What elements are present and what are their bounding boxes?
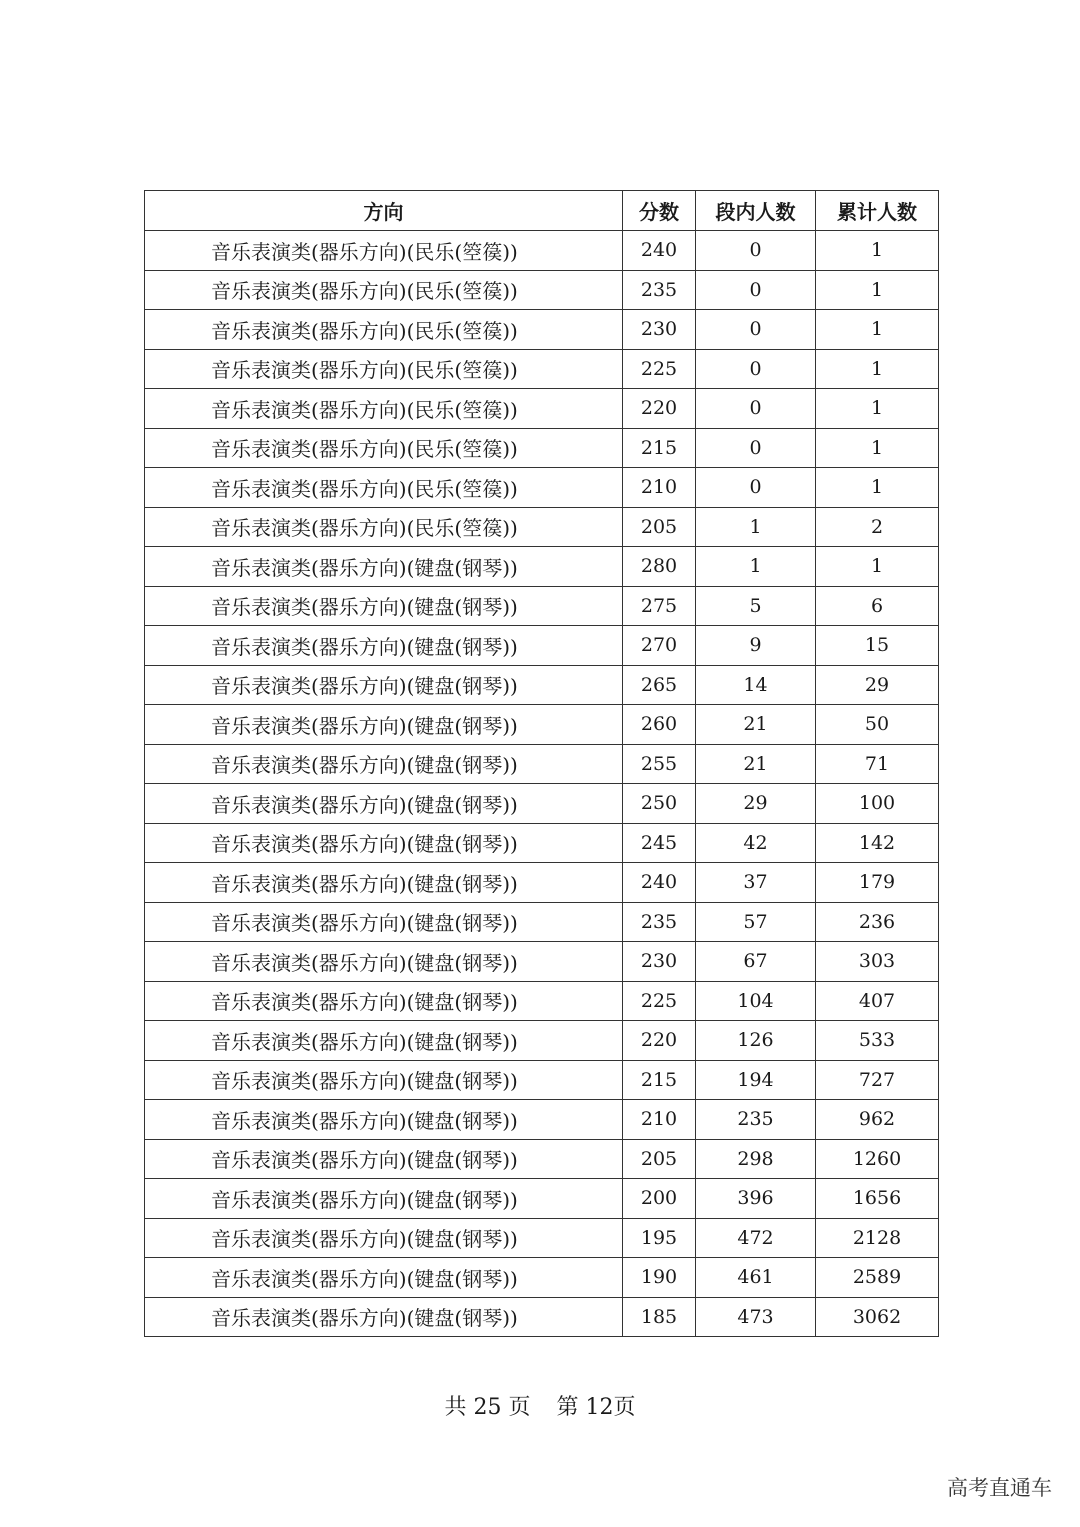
- cell-cumulative-count: 727: [816, 1060, 939, 1100]
- table-row: [145, 1139, 939, 1179]
- table-row: [145, 626, 939, 666]
- score-table: [144, 190, 939, 1337]
- table-body: [145, 231, 939, 1337]
- cell-segment-count: 42: [696, 823, 816, 863]
- cell-direction: 音乐表演类(器乐方向)(键盘(钢琴)): [145, 1100, 623, 1140]
- table-row: [145, 1258, 939, 1298]
- cell-direction: 音乐表演类(器乐方向)(键盘(钢琴)): [145, 1218, 623, 1258]
- cell-score: 220: [623, 389, 696, 429]
- cell-score: 235: [623, 270, 696, 310]
- cell-direction: 音乐表演类(器乐方向)(键盘(钢琴)): [145, 902, 623, 942]
- table-row: [145, 902, 939, 942]
- cell-cumulative-count: 1656: [816, 1179, 939, 1219]
- cell-score: 220: [623, 1021, 696, 1061]
- cell-cumulative-count: 1: [816, 270, 939, 310]
- table-row: [145, 270, 939, 310]
- cell-score: 250: [623, 784, 696, 824]
- cell-score: 235: [623, 902, 696, 942]
- table-row: [145, 665, 939, 705]
- cell-segment-count: 0: [696, 310, 816, 350]
- cell-cumulative-count: 1: [816, 468, 939, 508]
- cell-cumulative-count: 179: [816, 863, 939, 903]
- table-header-row: [145, 191, 939, 231]
- cell-score: 245: [623, 823, 696, 863]
- cell-segment-count: 0: [696, 231, 816, 271]
- cell-direction: 音乐表演类(器乐方向)(键盘(钢琴)): [145, 942, 623, 982]
- cell-cumulative-count: 533: [816, 1021, 939, 1061]
- table-row: [145, 942, 939, 982]
- current-page: 第 12页: [556, 1395, 636, 1420]
- cell-score: 280: [623, 547, 696, 587]
- cell-segment-count: 0: [696, 428, 816, 468]
- cell-score: 270: [623, 626, 696, 666]
- cell-segment-count: 9: [696, 626, 816, 666]
- cell-direction: 音乐表演类(器乐方向)(键盘(钢琴)): [145, 823, 623, 863]
- table-row: [145, 1100, 939, 1140]
- cell-segment-count: 0: [696, 468, 816, 508]
- table-row: [145, 1060, 939, 1100]
- cell-segment-count: 1: [696, 547, 816, 587]
- table-row: [145, 310, 939, 350]
- table-row: [145, 547, 939, 587]
- cell-direction: 音乐表演类(器乐方向)(键盘(钢琴)): [145, 863, 623, 903]
- cell-segment-count: 126: [696, 1021, 816, 1061]
- cell-segment-count: 472: [696, 1218, 816, 1258]
- cell-score: 195: [623, 1218, 696, 1258]
- table-row: [145, 823, 939, 863]
- cell-direction: 音乐表演类(器乐方向)(民乐(箜篌)): [145, 507, 623, 547]
- cell-cumulative-count: 50: [816, 705, 939, 745]
- cell-direction: 音乐表演类(器乐方向)(键盘(钢琴)): [145, 1258, 623, 1298]
- cell-score: 265: [623, 665, 696, 705]
- cell-segment-count: 29: [696, 784, 816, 824]
- cell-cumulative-count: 29: [816, 665, 939, 705]
- cell-direction: 音乐表演类(器乐方向)(民乐(箜篌)): [145, 468, 623, 508]
- cell-score: 210: [623, 1100, 696, 1140]
- cell-cumulative-count: 962: [816, 1100, 939, 1140]
- cell-segment-count: 0: [696, 349, 816, 389]
- cell-direction: 音乐表演类(器乐方向)(键盘(钢琴)): [145, 784, 623, 824]
- cell-direction: 音乐表演类(器乐方向)(键盘(钢琴)): [145, 547, 623, 587]
- cell-direction: 音乐表演类(器乐方向)(民乐(箜篌)): [145, 270, 623, 310]
- table-row: [145, 744, 939, 784]
- cell-cumulative-count: 1: [816, 310, 939, 350]
- cell-segment-count: 67: [696, 942, 816, 982]
- cell-direction: 音乐表演类(器乐方向)(键盘(钢琴)): [145, 665, 623, 705]
- header-score: 分数: [623, 191, 696, 231]
- table-row: [145, 349, 939, 389]
- header-segment-count: 段内人数: [696, 191, 816, 231]
- cell-score: 225: [623, 981, 696, 1021]
- cell-direction: 音乐表演类(器乐方向)(键盘(钢琴)): [145, 1021, 623, 1061]
- cell-cumulative-count: 407: [816, 981, 939, 1021]
- table-row: [145, 981, 939, 1021]
- cell-direction: 音乐表演类(器乐方向)(民乐(箜篌)): [145, 310, 623, 350]
- cell-segment-count: 461: [696, 1258, 816, 1298]
- cell-score: 255: [623, 744, 696, 784]
- cell-score: 185: [623, 1297, 696, 1337]
- cell-segment-count: 298: [696, 1139, 816, 1179]
- cell-score: 205: [623, 1139, 696, 1179]
- cell-cumulative-count: 142: [816, 823, 939, 863]
- cell-segment-count: 5: [696, 586, 816, 626]
- cell-cumulative-count: 2589: [816, 1258, 939, 1298]
- table-row: [145, 1297, 939, 1337]
- cell-segment-count: 0: [696, 389, 816, 429]
- cell-cumulative-count: 6: [816, 586, 939, 626]
- cell-segment-count: 21: [696, 744, 816, 784]
- cell-segment-count: 396: [696, 1179, 816, 1219]
- cell-cumulative-count: 1: [816, 231, 939, 271]
- cell-cumulative-count: 2: [816, 507, 939, 547]
- cell-direction: 音乐表演类(器乐方向)(民乐(箜篌)): [145, 231, 623, 271]
- cell-direction: 音乐表演类(器乐方向)(键盘(钢琴)): [145, 744, 623, 784]
- header-direction: 方向: [145, 191, 623, 231]
- cell-cumulative-count: 71: [816, 744, 939, 784]
- cell-score: 240: [623, 863, 696, 903]
- cell-score: 200: [623, 1179, 696, 1219]
- cell-direction: 音乐表演类(器乐方向)(键盘(钢琴)): [145, 1139, 623, 1179]
- cell-cumulative-count: 1: [816, 428, 939, 468]
- cell-direction: 音乐表演类(器乐方向)(键盘(钢琴)): [145, 1179, 623, 1219]
- cell-score: 260: [623, 705, 696, 745]
- table-row: [145, 428, 939, 468]
- cell-segment-count: 1: [696, 507, 816, 547]
- cell-segment-count: 235: [696, 1100, 816, 1140]
- table-row: [145, 1218, 939, 1258]
- table-row: [145, 231, 939, 271]
- cell-segment-count: 57: [696, 902, 816, 942]
- cell-segment-count: 21: [696, 705, 816, 745]
- total-pages: 共 25 页: [444, 1395, 531, 1420]
- table-row: [145, 863, 939, 903]
- cell-score: 210: [623, 468, 696, 508]
- table-row: [145, 705, 939, 745]
- table-row: [145, 507, 939, 547]
- table-row: [145, 1179, 939, 1219]
- cell-direction: 音乐表演类(器乐方向)(键盘(钢琴)): [145, 705, 623, 745]
- cell-segment-count: 37: [696, 863, 816, 903]
- cell-cumulative-count: 15: [816, 626, 939, 666]
- cell-score: 215: [623, 1060, 696, 1100]
- cell-direction: 音乐表演类(器乐方向)(键盘(钢琴)): [145, 1297, 623, 1337]
- cell-score: 205: [623, 507, 696, 547]
- cell-cumulative-count: 100: [816, 784, 939, 824]
- page-footer: [0, 1390, 1080, 1421]
- cell-cumulative-count: 2128: [816, 1218, 939, 1258]
- table-row: [145, 389, 939, 429]
- cell-score: 240: [623, 231, 696, 271]
- cell-segment-count: 0: [696, 270, 816, 310]
- cell-score: 215: [623, 428, 696, 468]
- cell-cumulative-count: 1: [816, 349, 939, 389]
- cell-direction: 音乐表演类(器乐方向)(键盘(钢琴)): [145, 981, 623, 1021]
- cell-segment-count: 104: [696, 981, 816, 1021]
- cell-direction: 音乐表演类(器乐方向)(民乐(箜篌)): [145, 389, 623, 429]
- table-row: [145, 468, 939, 508]
- table-row: [145, 586, 939, 626]
- header-cumulative-count: 累计人数: [816, 191, 939, 231]
- cell-segment-count: 473: [696, 1297, 816, 1337]
- table-row: [145, 784, 939, 824]
- watermark: 高考直通车: [947, 1476, 1052, 1500]
- cell-score: 230: [623, 310, 696, 350]
- cell-segment-count: 194: [696, 1060, 816, 1100]
- cell-cumulative-count: 1: [816, 547, 939, 587]
- cell-cumulative-count: 3062: [816, 1297, 939, 1337]
- cell-score: 190: [623, 1258, 696, 1298]
- cell-direction: 音乐表演类(器乐方向)(键盘(钢琴)): [145, 626, 623, 666]
- cell-direction: 音乐表演类(器乐方向)(民乐(箜篌)): [145, 428, 623, 468]
- cell-segment-count: 14: [696, 665, 816, 705]
- cell-cumulative-count: 303: [816, 942, 939, 982]
- cell-direction: 音乐表演类(器乐方向)(键盘(钢琴)): [145, 1060, 623, 1100]
- cell-cumulative-count: 1: [816, 389, 939, 429]
- cell-cumulative-count: 236: [816, 902, 939, 942]
- cell-score: 275: [623, 586, 696, 626]
- cell-score: 225: [623, 349, 696, 389]
- cell-cumulative-count: 1260: [816, 1139, 939, 1179]
- cell-direction: 音乐表演类(器乐方向)(民乐(箜篌)): [145, 349, 623, 389]
- cell-direction: 音乐表演类(器乐方向)(键盘(钢琴)): [145, 586, 623, 626]
- cell-score: 230: [623, 942, 696, 982]
- table-row: [145, 1021, 939, 1061]
